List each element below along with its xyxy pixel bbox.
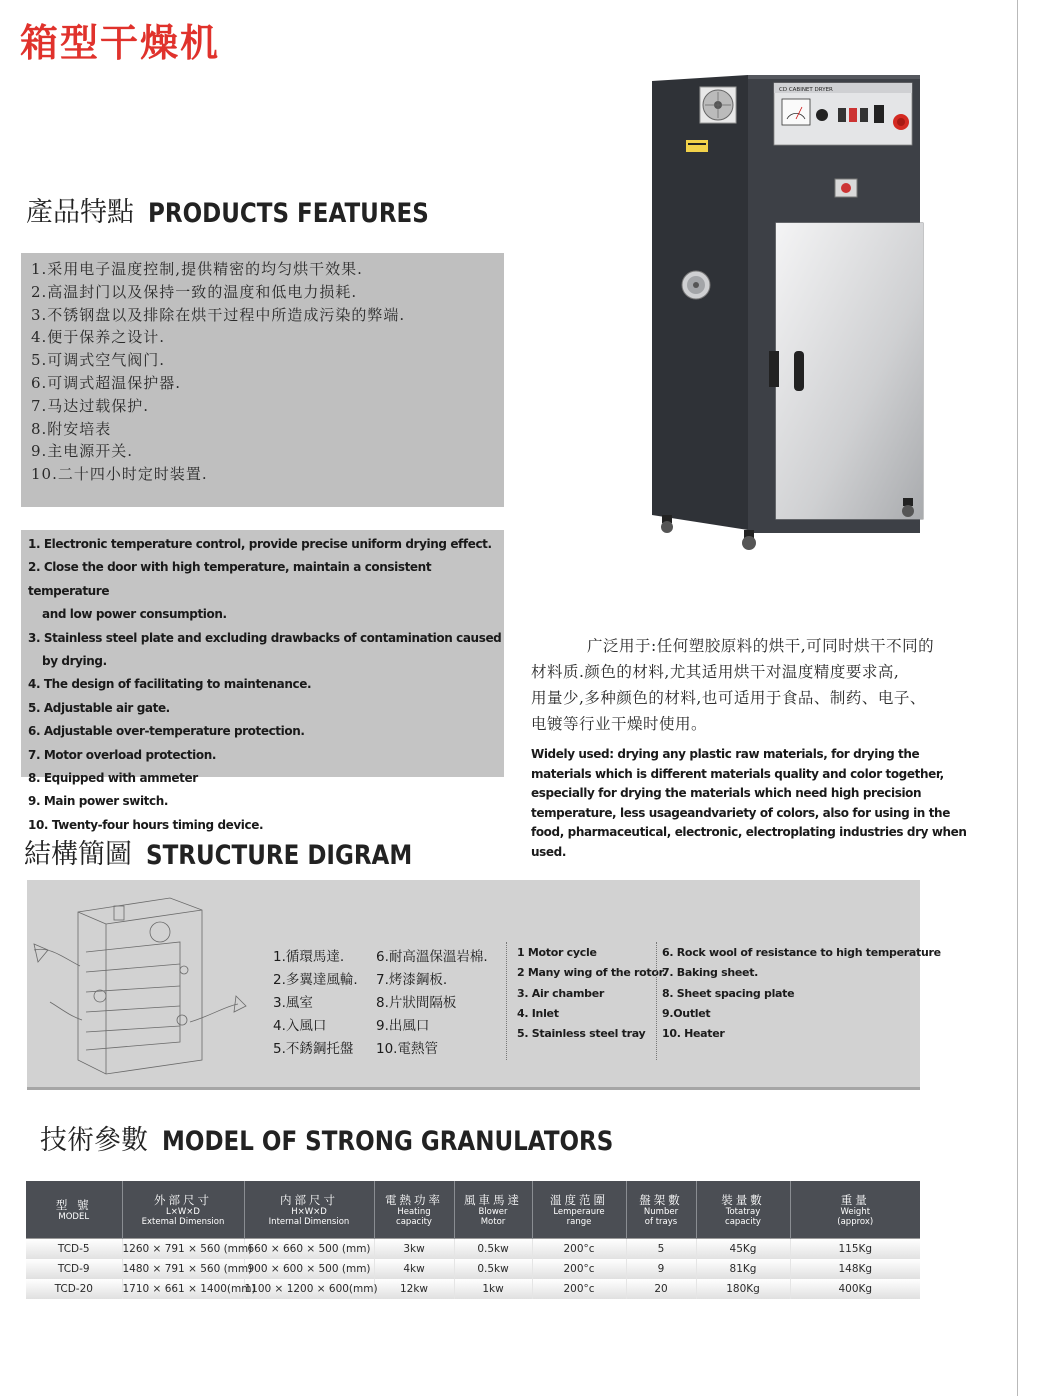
structure-legend-item: 8.片狀間隔板 bbox=[376, 995, 457, 1011]
feature-cn-item: 10.二十四小时定时装置. bbox=[31, 465, 208, 484]
features-cn-list bbox=[21, 253, 504, 486]
feature-en-item: 4. The design of facilitating to maintenance. bbox=[28, 677, 312, 692]
table-cell: TCD-5 bbox=[26, 1239, 122, 1260]
structure-legend-en-right bbox=[662, 943, 941, 1044]
specs-header-heating: 電熱功率 Heating capacity bbox=[374, 1181, 454, 1239]
usage-cn-line: 材料质.颜色的材料,尤其适用烘干对温度精度要求高, bbox=[531, 663, 900, 681]
table-cell: TCD-20 bbox=[26, 1279, 122, 1299]
structure-heading bbox=[24, 832, 412, 871]
structure-legend-cn-right bbox=[376, 946, 488, 1061]
structure-heading-cn: 結構簡圖 bbox=[24, 839, 132, 870]
feature-en-item: 2. Close the door with high temperature, maintain a consistent temperature bbox=[28, 560, 432, 598]
specs-header-trays: 盤架數 Number of trays bbox=[626, 1181, 696, 1239]
table-cell: 1kw bbox=[454, 1279, 532, 1299]
table-cell: TCD-9 bbox=[26, 1259, 122, 1279]
features-en-list bbox=[28, 533, 508, 837]
specs-header-blower: 風車馬達 Blower Motor bbox=[454, 1181, 532, 1239]
structure-legend-en-left bbox=[517, 943, 666, 1044]
table-cell: 200°c bbox=[532, 1259, 626, 1279]
structure-legend-item: 9.Outlet bbox=[662, 1006, 711, 1020]
features-heading bbox=[26, 190, 429, 229]
structure-band-shadow bbox=[27, 1087, 920, 1090]
table-cell: 1100 × 1200 × 600(mm) bbox=[244, 1279, 374, 1299]
structure-legend-item: 1 Motor cycle bbox=[517, 946, 597, 959]
feature-en-item: 6. Adjustable over-temperature protection. bbox=[28, 724, 305, 739]
table-cell: 3kw bbox=[374, 1239, 454, 1260]
structure-legend-item: 4. Inlet bbox=[517, 1006, 559, 1020]
table-cell: 4kw bbox=[374, 1259, 454, 1279]
usage-cn-line: 电镀等行业干燥时使用。 bbox=[531, 715, 708, 733]
features-heading-cn: 產品特點 bbox=[26, 197, 134, 228]
feature-cn-item: 8.附安培表 bbox=[31, 419, 112, 438]
structure-legend-cn-left bbox=[273, 946, 358, 1061]
structure-legend-item: 3.風室 bbox=[273, 995, 313, 1011]
structure-legend-item: 2.多翼達風輪. bbox=[273, 972, 358, 988]
structure-legend-item: 3. Air chamber bbox=[517, 986, 604, 1000]
usage-cn-line: 用量少,多种颜色的材料,也可适用于食品、制药、电子、 bbox=[531, 689, 926, 707]
structure-legend-item: 7.烤漆鋼板. bbox=[376, 972, 448, 988]
specs-header-model: 型 號 MODEL bbox=[26, 1181, 122, 1239]
specs-header-internal: 内部尺寸 H×W×D Internal Dimension bbox=[244, 1181, 374, 1239]
table-cell: 81Kg bbox=[696, 1259, 790, 1279]
structure-legend-item: 6.耐高溫保溫岩棉. bbox=[376, 949, 488, 965]
table-cell: 5 bbox=[626, 1239, 696, 1260]
table-cell: 0.5kw bbox=[454, 1239, 532, 1260]
legend-divider bbox=[656, 942, 657, 1060]
feature-cn-item: 5.可调式空气阀门. bbox=[31, 351, 166, 370]
table-cell: 1710 × 661 × 1400(mm) bbox=[122, 1279, 244, 1299]
cabinet-dryer-image bbox=[648, 75, 926, 555]
usage-cn-text bbox=[531, 633, 981, 737]
feature-en-item: 10. Twenty-four hours timing device. bbox=[28, 817, 264, 832]
table-cell: 0.5kw bbox=[454, 1259, 532, 1279]
specs-header-weight: 重量 Weight (approx) bbox=[790, 1181, 920, 1239]
structure-diagram-image bbox=[30, 892, 270, 1082]
table-cell: 400Kg bbox=[838, 1283, 873, 1295]
feature-cn-item: 3.不锈钢盘以及排除在烘干过程中所造成污染的弊端. bbox=[31, 305, 406, 324]
feature-cn-item: 7.马达过载保护. bbox=[31, 396, 150, 415]
structure-legend-item: 9.出風口 bbox=[376, 1018, 430, 1034]
specs-heading-cn: 技術參數 bbox=[40, 1125, 148, 1156]
feature-en-item: and low power consumption. bbox=[42, 607, 227, 622]
feature-en-item: 5. Adjustable air gate. bbox=[28, 700, 170, 715]
structure-legend-item: 1.循環馬達. bbox=[273, 949, 345, 965]
feature-en-item: 1. Electronic temperature control, provide precise uniform drying effect. bbox=[28, 537, 492, 551]
specs-table bbox=[26, 1181, 920, 1299]
table-row bbox=[26, 1279, 920, 1299]
feature-en-item: 7. Motor overload protection. bbox=[28, 747, 217, 762]
table-cell: 45Kg bbox=[696, 1239, 790, 1260]
table-cell: 20 bbox=[626, 1279, 696, 1299]
structure-legend-item: 5. Stainless steel tray bbox=[517, 1027, 646, 1041]
table-cell: 9 bbox=[626, 1259, 696, 1279]
table-cell: 148Kg bbox=[838, 1263, 873, 1275]
structure-legend-item: 10. Heater bbox=[662, 1027, 725, 1041]
table-cell: 200°c bbox=[532, 1279, 626, 1299]
feature-cn-item: 6.可调式超温保护器. bbox=[31, 373, 182, 392]
feature-cn-item: 9.主电源开关. bbox=[31, 442, 134, 461]
table-cell: 660 × 660 × 500 (mm) bbox=[244, 1239, 374, 1260]
table-row bbox=[26, 1239, 920, 1260]
features-heading-en: PRODUCTS FEATURES bbox=[148, 199, 429, 229]
specs-header-temperature: 溫度范圍 Lemperaure range bbox=[532, 1181, 626, 1239]
feature-cn-item: 1.采用电子温度控制,提供精密的均匀烘干效果. bbox=[31, 260, 363, 278]
table-cell: 1480 × 791 × 560 (mm) bbox=[122, 1259, 244, 1279]
feature-cn-item: 2.高温封门以及保持一致的温度和低电力损耗. bbox=[31, 282, 358, 301]
page-edge-line bbox=[1017, 0, 1018, 1396]
features-cn-box bbox=[21, 253, 504, 507]
legend-divider bbox=[506, 942, 507, 1060]
structure-legend-item: 6. Rock wool of resistance to high temperature bbox=[662, 946, 941, 959]
feature-en-item: 3. Stainless steel plate and excluding drawbacks of contamination caused bbox=[28, 630, 502, 645]
structure-legend-item: 2 Many wing of the rotor. bbox=[517, 966, 667, 980]
feature-en-item: 9. Main power switch. bbox=[28, 794, 169, 809]
specs-header-capacity: 裝量數 Totatray capacity bbox=[696, 1181, 790, 1239]
structure-heading-en: STRUCTURE DIGRAM bbox=[146, 841, 413, 871]
specs-header-row bbox=[26, 1181, 920, 1239]
specs-header-external: 外部尺寸 L×W×D Extemal Dimension bbox=[122, 1181, 244, 1239]
table-cell: 12kw bbox=[374, 1279, 454, 1299]
feature-cn-item: 4.便于保养之设计. bbox=[31, 328, 166, 347]
structure-legend-item: 8. Sheet spacing plate bbox=[662, 986, 795, 1000]
structure-legend-item: 4.入風口 bbox=[273, 1018, 327, 1034]
feature-en-item: 8. Equipped with ammeter bbox=[28, 771, 198, 786]
feature-en-item: by drying. bbox=[42, 654, 107, 669]
table-cell: 115Kg bbox=[790, 1239, 920, 1260]
usage-cn-line: 广泛用于:任何塑胶原料的烘干,可同时烘干不同的 bbox=[587, 637, 935, 655]
structure-legend-item: 5.不銹鋼托盤 bbox=[273, 1041, 354, 1057]
table-cell: 900 × 600 × 500 (mm) bbox=[244, 1259, 374, 1279]
specs-heading bbox=[40, 1118, 613, 1157]
structure-legend-item: 10.電熱管 bbox=[376, 1041, 438, 1057]
structure-legend-item: 7. Baking sheet. bbox=[662, 966, 759, 980]
page-title: 箱型干燥机 bbox=[20, 21, 221, 65]
usage-en-text: Widely used: drying any plastic raw materials, for drying the materials which is different materials quality and color together, especially for drying the materials which need high precision temperature, less usageandvariety of colors, also for using in the food, pharmaceutical, electronic, electroplating industries dry when used. bbox=[531, 747, 967, 859]
specs-heading-en: MODEL OF STRONG GRANULATORS bbox=[162, 1127, 614, 1157]
table-row bbox=[26, 1259, 920, 1279]
table-cell: 1260 × 791 × 560 (mm) bbox=[122, 1239, 244, 1260]
table-cell: 200°c bbox=[532, 1239, 626, 1260]
table-cell: 180Kg bbox=[696, 1279, 790, 1299]
panel-label: CD CABINET DRYER bbox=[779, 87, 833, 93]
